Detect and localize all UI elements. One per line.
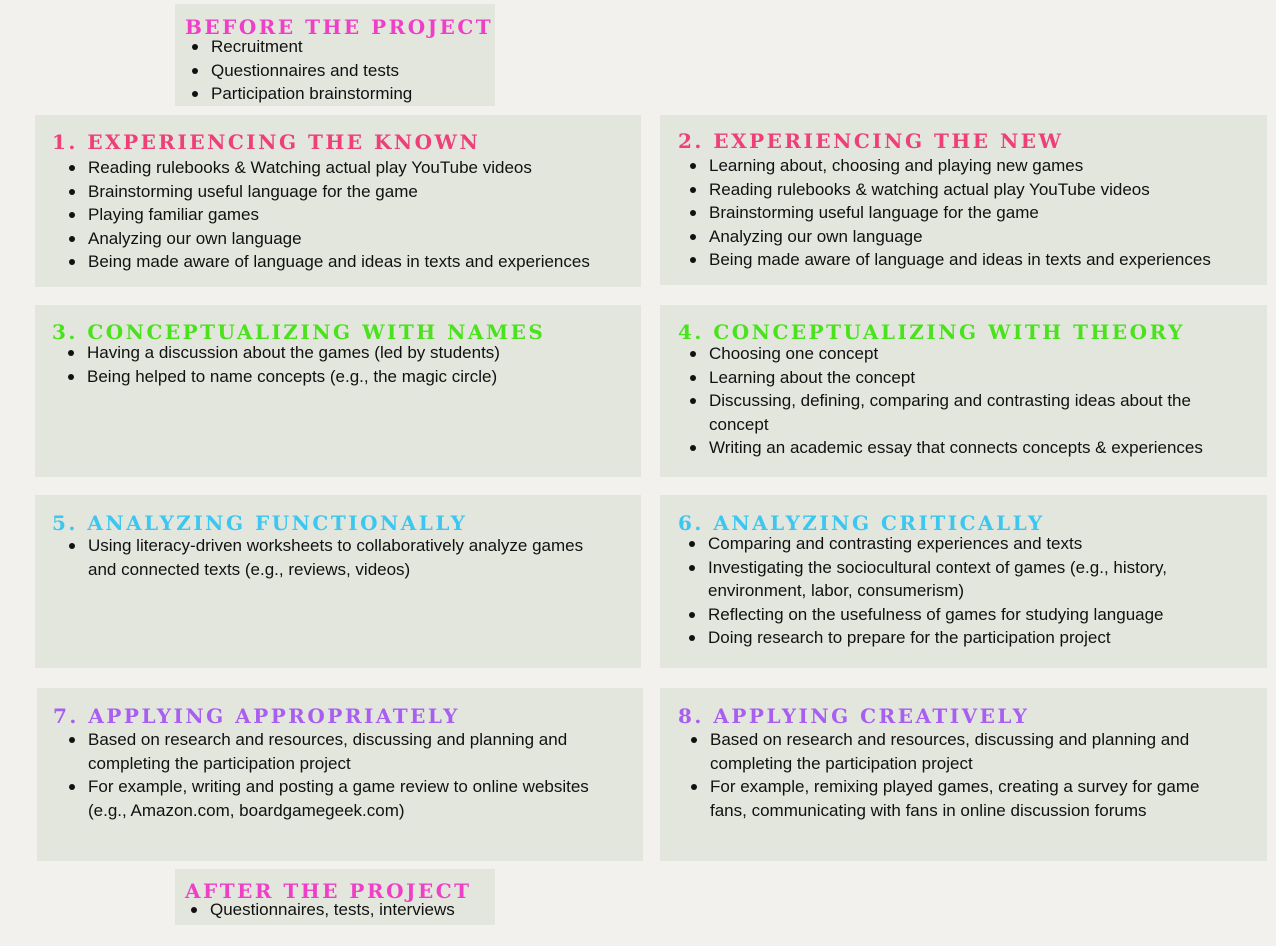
- list-item: Questionnaires, tests, interviews: [188, 898, 488, 922]
- after-project-box: [175, 869, 495, 925]
- stage-3-title: 3. CONCEPTUALIZING WITH NAMES: [52, 320, 546, 344]
- list-item: Investigating the sociocultural context of games (e.g., history, environment, labor, consumerism): [686, 556, 1216, 603]
- stage-7-list: [66, 728, 626, 822]
- stage-3-list: [65, 341, 635, 388]
- stage-5-box: [35, 495, 641, 668]
- list-item: Choosing one concept: [687, 342, 1232, 366]
- after-project-list: [188, 898, 488, 922]
- list-item: Brainstorming useful language for the game: [687, 201, 1262, 225]
- list-item: Being made aware of language and ideas in texts and experiences: [66, 250, 636, 274]
- list-item: Reflecting on the usefulness of games for studying language: [686, 603, 1216, 627]
- stage-6-list: [686, 532, 1216, 650]
- stage-1-title: 1. EXPERIENCING THE KNOWN: [52, 130, 481, 154]
- list-item: Playing familiar games: [66, 203, 636, 227]
- stage-4-box: [660, 305, 1267, 477]
- list-item: Reading rulebooks & Watching actual play YouTube videos: [66, 156, 636, 180]
- list-item: Doing research to prepare for the participation project: [686, 626, 1216, 650]
- stage-8-title: 8. APPLYING CREATIVELY: [678, 704, 1030, 728]
- list-item: For example, writing and posting a game review to online websites (e.g., Amazon.com, boardgamegeek.com): [66, 775, 626, 822]
- list-item: For example, remixing played games, creating a survey for game fans, communicating with fans in online discussion forums: [688, 775, 1223, 822]
- list-item: Having a discussion about the games (led by students): [65, 341, 635, 365]
- stage-7-box: [37, 688, 643, 861]
- stage-6-title: 6. ANALYZING CRITICALLY: [678, 511, 1045, 535]
- list-item: Analyzing our own language: [687, 225, 1262, 249]
- stage-2-box: [660, 115, 1267, 285]
- stage-2-list: [687, 154, 1262, 272]
- stage-2-title: 2. EXPERIENCING THE NEW: [678, 129, 1064, 153]
- list-item: Based on research and resources, discussing and planning and completing the participation project: [688, 728, 1223, 775]
- list-item: Writing an academic essay that connects concepts & experiences: [687, 436, 1232, 460]
- list-item: Learning about, choosing and playing new games: [687, 154, 1262, 178]
- before-project-box: [175, 4, 495, 106]
- before-project-title: BEFORE THE PROJECT: [185, 15, 494, 39]
- stage-4-title: 4. CONCEPTUALIZING WITH THEORY: [678, 320, 1185, 344]
- list-item: Using literacy-driven worksheets to collaboratively analyze games and connected texts (e.g., reviews, videos): [66, 534, 611, 581]
- stage-1-box: [35, 115, 641, 287]
- stage-8-box: [660, 688, 1267, 861]
- before-project-list: [189, 35, 489, 106]
- stage-1-list: [66, 156, 636, 274]
- list-item: Comparing and contrasting experiences and texts: [686, 532, 1216, 556]
- list-item: Analyzing our own language: [66, 227, 636, 251]
- list-item: Based on research and resources, discussing and planning and completing the participation project: [66, 728, 626, 775]
- stage-6-box: [660, 495, 1267, 668]
- stage-4-list: [687, 342, 1232, 460]
- list-item: Questionnaires and tests: [189, 59, 489, 83]
- list-item: Recruitment: [189, 35, 489, 59]
- list-item: Learning about the concept: [687, 366, 1232, 390]
- after-project-title: AFTER THE PROJECT: [185, 879, 472, 903]
- list-item: Reading rulebooks & watching actual play YouTube videos: [687, 178, 1262, 202]
- list-item: Discussing, defining, comparing and contrasting ideas about the concept: [687, 389, 1232, 436]
- stage-8-list: [688, 728, 1223, 822]
- list-item: Participation brainstorming: [189, 82, 489, 106]
- stage-7-title: 7. APPLYING APPROPRIATELY: [53, 704, 460, 728]
- list-item: Being made aware of language and ideas in texts and experiences: [687, 248, 1262, 272]
- list-item: Being helped to name concepts (e.g., the magic circle): [65, 365, 635, 389]
- stage-5-title: 5. ANALYZING FUNCTIONALLY: [52, 511, 468, 535]
- stage-5-list: [66, 534, 611, 581]
- list-item: Brainstorming useful language for the game: [66, 180, 636, 204]
- stage-3-box: [35, 305, 641, 477]
